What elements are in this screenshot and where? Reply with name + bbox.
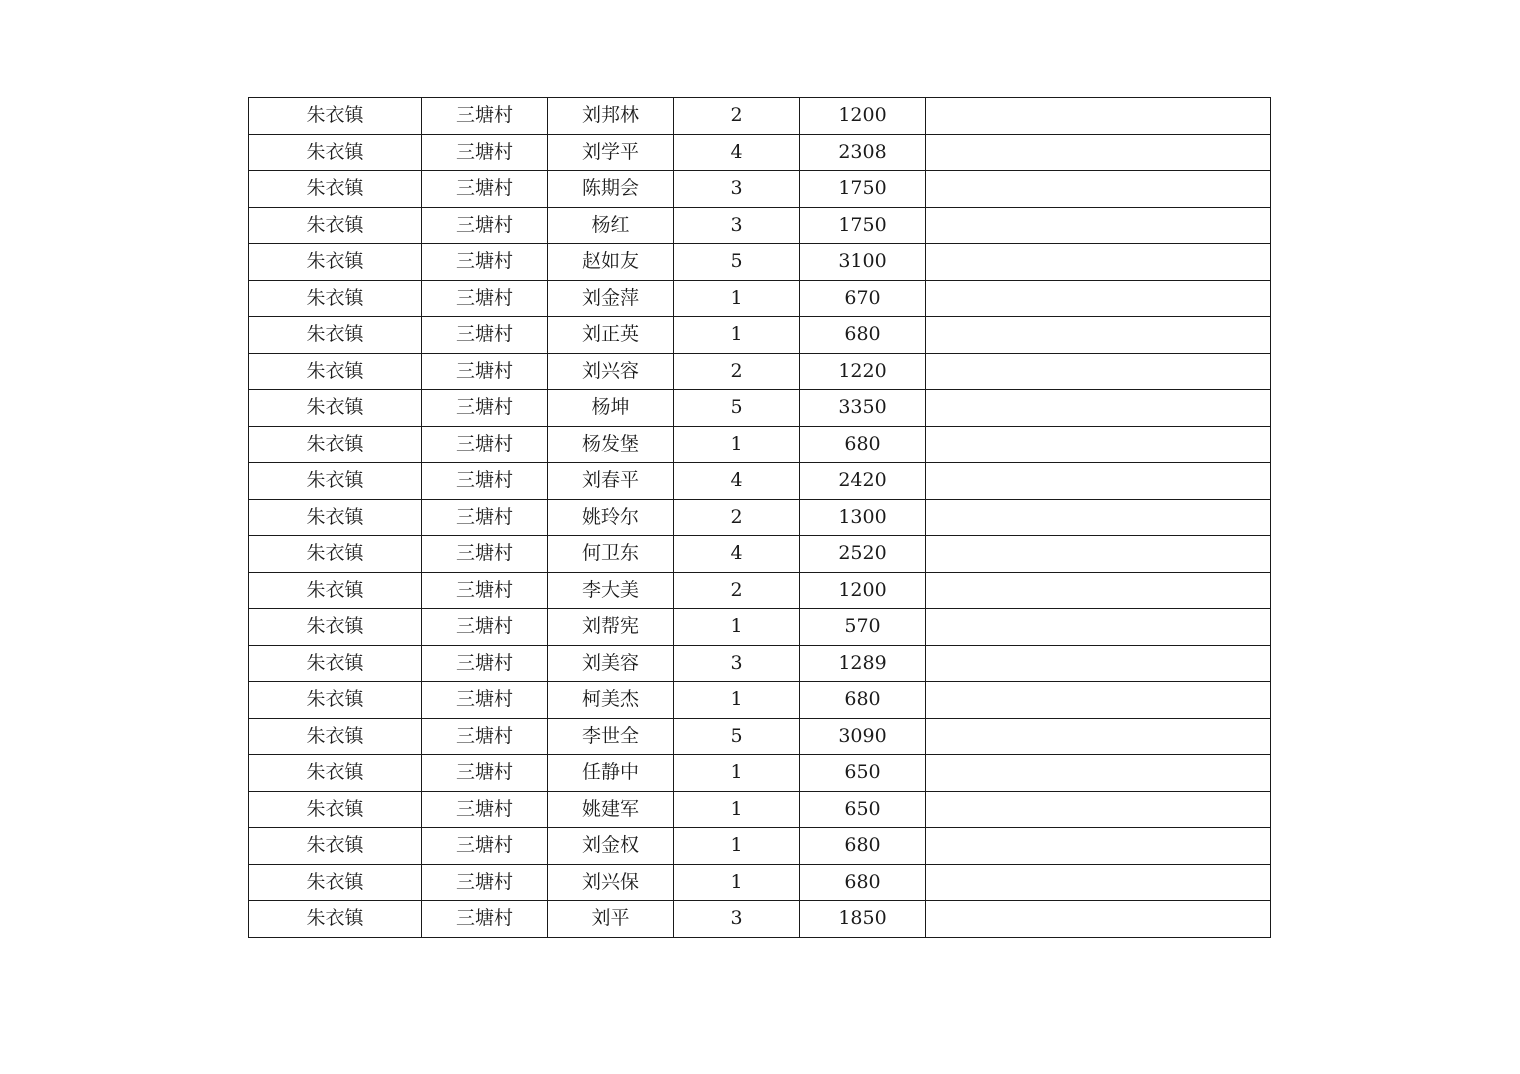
amount-cell: 680 <box>800 828 926 865</box>
table-row <box>249 134 1271 171</box>
name-cell: 刘正英 <box>548 317 674 354</box>
village-cell: 三塘村 <box>422 317 548 354</box>
name-cell: 刘兴保 <box>548 864 674 901</box>
note-cell <box>926 134 1271 171</box>
name-cell: 刘金萍 <box>548 280 674 317</box>
name-cell: 李世全 <box>548 718 674 755</box>
town-cell: 朱衣镇 <box>249 171 422 208</box>
household-count-cell: 3 <box>674 207 800 244</box>
table-row <box>249 718 1271 755</box>
household-count-cell: 1 <box>674 280 800 317</box>
household-count-cell: 5 <box>674 390 800 427</box>
village-cell: 三塘村 <box>422 134 548 171</box>
amount-cell: 1220 <box>800 353 926 390</box>
household-count-cell: 3 <box>674 901 800 938</box>
note-cell <box>926 280 1271 317</box>
village-cell: 三塘村 <box>422 463 548 500</box>
note-cell <box>926 755 1271 792</box>
amount-cell: 2520 <box>800 536 926 573</box>
household-count-cell: 3 <box>674 171 800 208</box>
town-cell: 朱衣镇 <box>249 864 422 901</box>
note-cell <box>926 572 1271 609</box>
note-cell <box>926 390 1271 427</box>
table-row <box>249 609 1271 646</box>
town-cell: 朱衣镇 <box>249 609 422 646</box>
name-cell: 柯美杰 <box>548 682 674 719</box>
household-count-cell: 1 <box>674 791 800 828</box>
note-cell <box>926 718 1271 755</box>
name-cell: 刘金权 <box>548 828 674 865</box>
table-row <box>249 536 1271 573</box>
amount-cell: 680 <box>800 426 926 463</box>
name-cell: 杨红 <box>548 207 674 244</box>
name-cell: 刘邦林 <box>548 98 674 135</box>
village-cell: 三塘村 <box>422 171 548 208</box>
town-cell: 朱衣镇 <box>249 901 422 938</box>
town-cell: 朱衣镇 <box>249 718 422 755</box>
household-count-cell: 5 <box>674 718 800 755</box>
village-cell: 三塘村 <box>422 755 548 792</box>
note-cell <box>926 791 1271 828</box>
household-count-cell: 1 <box>674 317 800 354</box>
village-cell: 三塘村 <box>422 901 548 938</box>
town-cell: 朱衣镇 <box>249 463 422 500</box>
village-cell: 三塘村 <box>422 207 548 244</box>
town-cell: 朱衣镇 <box>249 390 422 427</box>
table-row <box>249 390 1271 427</box>
household-count-cell: 1 <box>674 609 800 646</box>
name-cell: 刘帮宪 <box>548 609 674 646</box>
amount-cell: 2308 <box>800 134 926 171</box>
name-cell: 赵如友 <box>548 244 674 281</box>
table-row <box>249 98 1271 135</box>
table-row <box>249 499 1271 536</box>
note-cell <box>926 317 1271 354</box>
table-row <box>249 864 1271 901</box>
name-cell: 陈期会 <box>548 171 674 208</box>
town-cell: 朱衣镇 <box>249 499 422 536</box>
amount-cell: 3350 <box>800 390 926 427</box>
town-cell: 朱衣镇 <box>249 353 422 390</box>
village-cell: 三塘村 <box>422 353 548 390</box>
household-count-cell: 2 <box>674 353 800 390</box>
roster-table-body <box>249 98 1271 938</box>
town-cell: 朱衣镇 <box>249 755 422 792</box>
village-cell: 三塘村 <box>422 864 548 901</box>
name-cell: 刘学平 <box>548 134 674 171</box>
amount-cell: 1200 <box>800 572 926 609</box>
town-cell: 朱衣镇 <box>249 280 422 317</box>
table-row <box>249 207 1271 244</box>
town-cell: 朱衣镇 <box>249 536 422 573</box>
village-cell: 三塘村 <box>422 390 548 427</box>
table-row <box>249 791 1271 828</box>
town-cell: 朱衣镇 <box>249 134 422 171</box>
name-cell: 刘春平 <box>548 463 674 500</box>
town-cell: 朱衣镇 <box>249 207 422 244</box>
table-row <box>249 317 1271 354</box>
town-cell: 朱衣镇 <box>249 426 422 463</box>
table-row <box>249 682 1271 719</box>
note-cell <box>926 499 1271 536</box>
town-cell: 朱衣镇 <box>249 682 422 719</box>
table-row <box>249 572 1271 609</box>
household-count-cell: 1 <box>674 755 800 792</box>
household-count-cell: 5 <box>674 244 800 281</box>
town-cell: 朱衣镇 <box>249 791 422 828</box>
table-row <box>249 901 1271 938</box>
name-cell: 何卫东 <box>548 536 674 573</box>
village-cell: 三塘村 <box>422 609 548 646</box>
amount-cell: 1750 <box>800 171 926 208</box>
name-cell: 任静中 <box>548 755 674 792</box>
village-cell: 三塘村 <box>422 244 548 281</box>
household-count-cell: 1 <box>674 682 800 719</box>
town-cell: 朱衣镇 <box>249 317 422 354</box>
table-row <box>249 280 1271 317</box>
household-count-cell: 4 <box>674 463 800 500</box>
town-cell: 朱衣镇 <box>249 828 422 865</box>
village-cell: 三塘村 <box>422 280 548 317</box>
household-count-cell: 4 <box>674 536 800 573</box>
amount-cell: 670 <box>800 280 926 317</box>
amount-cell: 1289 <box>800 645 926 682</box>
table-row <box>249 755 1271 792</box>
village-cell: 三塘村 <box>422 645 548 682</box>
amount-cell: 650 <box>800 791 926 828</box>
note-cell <box>926 353 1271 390</box>
note-cell <box>926 171 1271 208</box>
amount-cell: 1300 <box>800 499 926 536</box>
amount-cell: 680 <box>800 682 926 719</box>
amount-cell: 650 <box>800 755 926 792</box>
name-cell: 刘美容 <box>548 645 674 682</box>
note-cell <box>926 98 1271 135</box>
village-cell: 三塘村 <box>422 499 548 536</box>
village-cell: 三塘村 <box>422 682 548 719</box>
name-cell: 姚建军 <box>548 791 674 828</box>
note-cell <box>926 463 1271 500</box>
note-cell <box>926 901 1271 938</box>
amount-cell: 680 <box>800 317 926 354</box>
note-cell <box>926 828 1271 865</box>
amount-cell: 1850 <box>800 901 926 938</box>
household-count-cell: 4 <box>674 134 800 171</box>
village-cell: 三塘村 <box>422 426 548 463</box>
amount-cell: 1200 <box>800 98 926 135</box>
table-row <box>249 426 1271 463</box>
town-cell: 朱衣镇 <box>249 244 422 281</box>
household-count-cell: 2 <box>674 98 800 135</box>
table-row <box>249 828 1271 865</box>
village-cell: 三塘村 <box>422 572 548 609</box>
village-cell: 三塘村 <box>422 791 548 828</box>
household-count-cell: 3 <box>674 645 800 682</box>
amount-cell: 3090 <box>800 718 926 755</box>
table-row <box>249 171 1271 208</box>
household-count-cell: 2 <box>674 499 800 536</box>
amount-cell: 2420 <box>800 463 926 500</box>
note-cell <box>926 864 1271 901</box>
note-cell <box>926 244 1271 281</box>
town-cell: 朱衣镇 <box>249 572 422 609</box>
table-row <box>249 645 1271 682</box>
name-cell: 姚玲尔 <box>548 499 674 536</box>
village-cell: 三塘村 <box>422 536 548 573</box>
town-cell: 朱衣镇 <box>249 98 422 135</box>
village-cell: 三塘村 <box>422 828 548 865</box>
note-cell <box>926 536 1271 573</box>
note-cell <box>926 207 1271 244</box>
village-cell: 三塘村 <box>422 718 548 755</box>
name-cell: 刘平 <box>548 901 674 938</box>
amount-cell: 570 <box>800 609 926 646</box>
name-cell: 杨发堡 <box>548 426 674 463</box>
table-row <box>249 463 1271 500</box>
household-count-cell: 2 <box>674 572 800 609</box>
household-count-cell: 1 <box>674 864 800 901</box>
roster-table <box>248 97 1271 938</box>
table-row <box>249 353 1271 390</box>
amount-cell: 680 <box>800 864 926 901</box>
amount-cell: 3100 <box>800 244 926 281</box>
name-cell: 杨坤 <box>548 390 674 427</box>
table-row <box>249 244 1271 281</box>
note-cell <box>926 609 1271 646</box>
name-cell: 刘兴容 <box>548 353 674 390</box>
town-cell: 朱衣镇 <box>249 645 422 682</box>
village-cell: 三塘村 <box>422 98 548 135</box>
note-cell <box>926 426 1271 463</box>
note-cell <box>926 682 1271 719</box>
household-count-cell: 1 <box>674 828 800 865</box>
name-cell: 李大美 <box>548 572 674 609</box>
amount-cell: 1750 <box>800 207 926 244</box>
household-count-cell: 1 <box>674 426 800 463</box>
note-cell <box>926 645 1271 682</box>
